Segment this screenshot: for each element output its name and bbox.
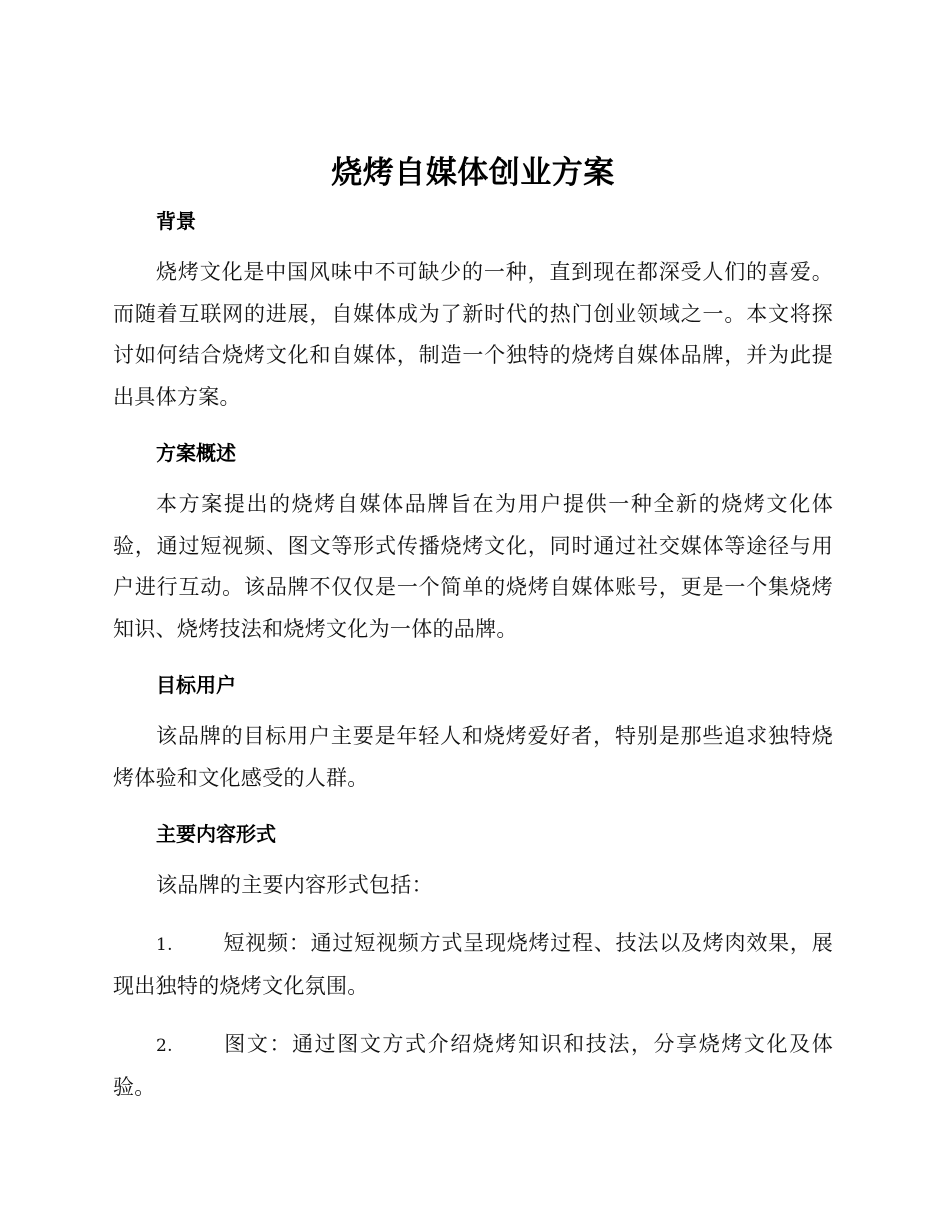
section-heading-overview: 方案概述 <box>156 441 236 465</box>
list-item-number: 2. <box>156 1035 173 1056</box>
section-heading-target-users: 目标用户 <box>156 673 236 697</box>
list-item-text: 图文：通过图文方式介绍烧烤知识和技法，分享烧烤文化及体验。 <box>113 1031 833 1099</box>
document-title: 烧烤自媒体创业方案 <box>331 155 615 191</box>
section-paragraph-overview: 本方案提出的烧烤自媒体品牌旨在为用户提供一种全新的烧烤文化体验，通过短视频、图文等形式传播烧烤文化，同时通过社交媒体等途径与用户进行互动。该品牌不仅仅是一个简单的烧烤自媒体账号，更是一个集烧烤知识、烧烤技法和烧烤文化为一体的品牌。 <box>113 492 833 641</box>
section-paragraph-target-users: 该品牌的目标用户主要是年轻人和烧烤爱好者，特别是那些追求独特烧烤体验和文化感受的人群。 <box>113 724 833 790</box>
section-paragraph-background: 烧烤文化是中国风味中不可缺少的一种，直到现在都深受人们的喜爱。而随着互联网的进展，自媒体成为了新时代的热门创业领域之一。本文将探讨如何结合烧烤文化和自媒体，制造一个独特的烧烤自媒体品牌，并为此提出具体方案。 <box>113 260 833 409</box>
list-item-text: 短视频：通过短视频方式呈现烧烤过程、技法以及烤肉效果，展现出独特的烧烤文化氛围。 <box>113 930 833 998</box>
section-heading-background: 背景 <box>156 209 196 233</box>
section-heading-content-forms: 主要内容形式 <box>156 822 276 846</box>
list-item <box>113 923 833 1008</box>
list-item <box>113 1024 833 1109</box>
list-item-number: 1. <box>156 934 173 955</box>
section-paragraph-content-forms: 该品牌的主要内容形式包括： <box>156 873 433 897</box>
document-body <box>113 150 833 1109</box>
